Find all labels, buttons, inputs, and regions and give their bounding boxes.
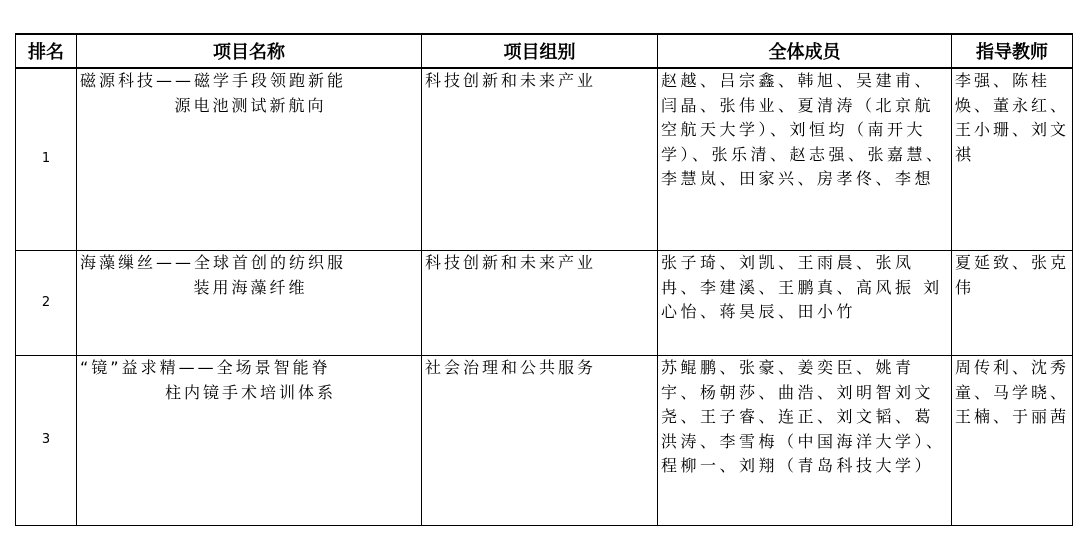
header-members: 全体成员 xyxy=(658,34,952,68)
project-name-line: “镜”益求精——全场景智能脊 xyxy=(80,358,331,377)
members-cell: 赵越、吕宗鑫、韩旭、吴建甫、闫晶、张伟业、夏清涛（北京航空航天大学）、刘恒均（南开大学）、张乐清、赵志强、张嘉慧、李慧岚、田家兴、房孝佟、李想 xyxy=(658,68,952,251)
project-name-line: 装用海藻纤维 xyxy=(193,277,308,297)
advisors-cell: 李强、陈桂焕、董永红、王小珊、刘文祺 xyxy=(952,68,1073,251)
project-group-cell: 科技创新和未来产业 xyxy=(422,251,658,356)
advisors-cell: 周传利、沈秀童、马学晓、王楠、于丽茜 xyxy=(952,356,1073,526)
project-name-cell xyxy=(77,356,422,526)
header-rank: 排名 xyxy=(16,34,77,68)
table-row xyxy=(16,251,1073,356)
project-group-cell: 科技创新和未来产业 xyxy=(422,68,658,251)
members-cell: 张子琦、刘凯、王雨晨、张凤冉、李建溪、王鹏真、高风振 刘心怡、蒋昊辰、田小竹 xyxy=(658,251,952,356)
header-project-group: 项目组别 xyxy=(422,34,658,68)
table-header-row xyxy=(16,34,1073,68)
project-name-cell xyxy=(77,251,422,356)
project-name-line: 磁源科技——磁学手段领跑新能 xyxy=(80,71,347,90)
project-name-line: 海藻缫丝——全球首创的纺织服 xyxy=(80,253,347,272)
table-row xyxy=(16,68,1073,251)
header-advisors: 指导教师 xyxy=(952,34,1073,68)
rank-cell: 3 xyxy=(16,356,77,526)
table-row xyxy=(16,356,1073,526)
rankings-table xyxy=(15,33,1073,526)
header-project-name: 项目名称 xyxy=(77,34,422,68)
project-group-cell: 社会治理和公共服务 xyxy=(422,356,658,526)
rank-cell: 1 xyxy=(16,68,77,251)
project-name-line: 源电池测试新航向 xyxy=(174,95,327,115)
project-name-line: 柱内镜手术培训体系 xyxy=(164,382,336,402)
rank-cell: 2 xyxy=(16,251,77,356)
advisors-cell: 夏延致、张克伟 xyxy=(952,251,1073,356)
project-name-cell xyxy=(77,68,422,251)
members-cell: 苏鲲鹏、张豪、姜奕臣、姚青宇、杨朝莎、曲浩、刘明智刘文尧、王子睿、连正、刘文韬、葛洪涛、李雪梅（中国海洋大学）、程柳一、刘翔（青岛科技大学） xyxy=(658,356,952,526)
